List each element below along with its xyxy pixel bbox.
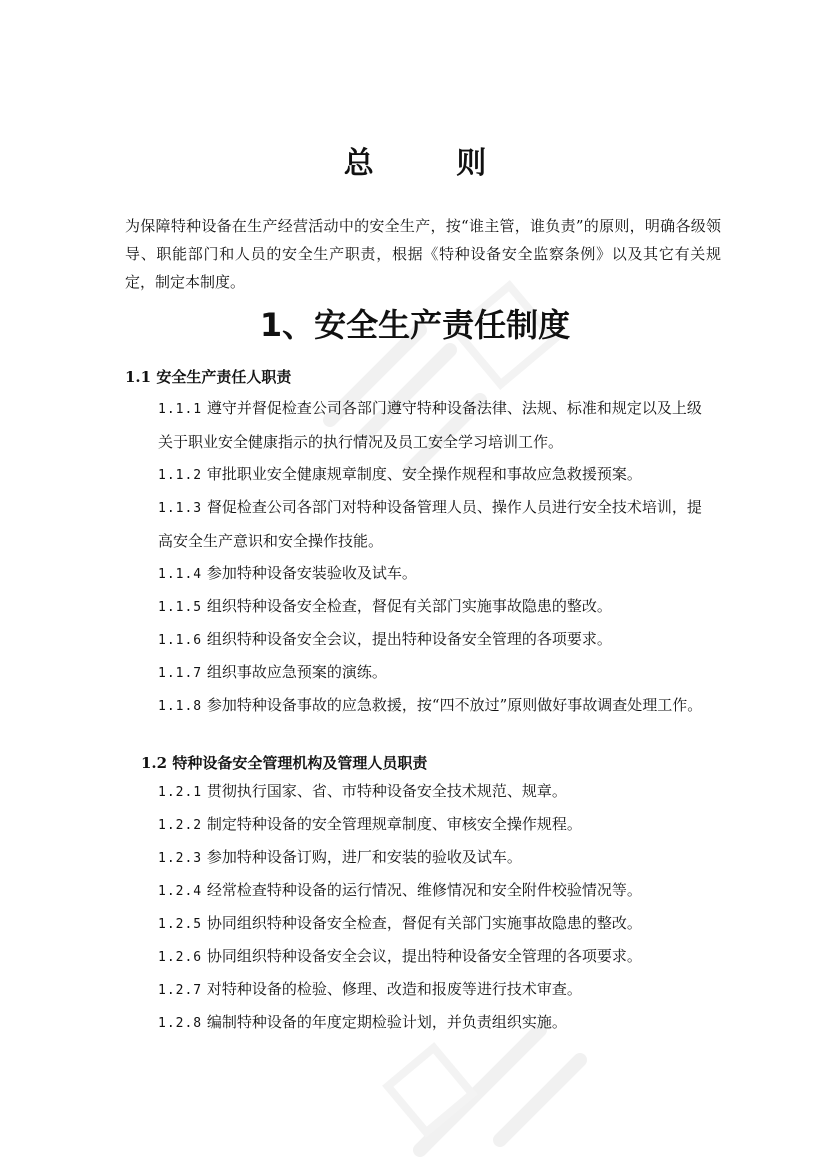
item-text: 参加特种设备事故的应急救援，按“四不放过”原则做好事故调查处理工作。 — [206, 696, 703, 714]
item-number: 1.1.8 — [158, 699, 203, 714]
list-item — [158, 656, 708, 690]
item-number: 1.2.6 — [158, 950, 203, 965]
item-text: 经常检查特种设备的运行情况、维修情况和安全附件校验情况等。 — [206, 881, 642, 899]
list-item — [158, 874, 708, 908]
item-text: 组织特种设备安全会议，提出特种设备安全管理的各项要求。 — [206, 630, 612, 648]
list-item — [158, 973, 708, 1007]
item-number: 1.1.5 — [158, 600, 203, 615]
list-item — [158, 907, 708, 941]
list-item — [140, 689, 708, 723]
list-item — [158, 1006, 708, 1040]
item-number: 1.2.8 — [158, 1016, 203, 1031]
item-text: 编制特种设备的年度定期检验计划，并负责组织实施。 — [206, 1013, 567, 1031]
list-item — [158, 491, 708, 558]
list-item — [158, 392, 708, 459]
item-number: 1.2.3 — [158, 851, 203, 866]
item-number: 1.2.7 — [158, 983, 203, 998]
item-text: 参加特种设备安装验收及试车。 — [206, 564, 417, 582]
item-number: 1.2.5 — [158, 917, 203, 932]
item-text: 审批职业安全健康规章制度、安全操作规程和事故应急救援预案。 — [206, 465, 642, 483]
item-text: 贯彻执行国家、省、市特种设备安全技术规范、规章。 — [206, 782, 567, 800]
list-item — [158, 940, 708, 974]
list-item — [158, 458, 708, 492]
item-number: 1.1.6 — [158, 633, 203, 648]
subsection-heading-1-1: 1.1 安全生产责任人职责 — [125, 368, 292, 386]
list-item — [158, 590, 708, 624]
item-number: 1.2.4 — [158, 884, 203, 899]
item-number: 1.1.3 — [158, 501, 203, 516]
list-item — [158, 557, 708, 591]
item-text: 参加特种设备订购，进厂和安装的验收及试车。 — [206, 848, 522, 866]
list-item — [158, 775, 708, 809]
item-text: 组织特种设备安全检查，督促有关部门实施事故隐患的整改。 — [206, 597, 612, 615]
section-title: 1、安全生产责任制度 — [259, 306, 571, 344]
item-text: 制定特种设备的安全管理规章制度、审核安全操作规程。 — [206, 815, 582, 833]
list-item — [158, 841, 708, 875]
page-title: 总 则 — [343, 146, 523, 181]
item-number: 1.2.1 — [158, 785, 203, 800]
item-text: 对特种设备的检验、修理、改造和报废等进行技术审查。 — [206, 980, 582, 998]
item-text: 督促检查公司各部门对特种设备管理人员、操作人员进行安全技术培训，提高安全生产意识和安全操作技能。 — [158, 498, 702, 550]
item-number: 1.2.2 — [158, 818, 203, 833]
item-number: 1.1.2 — [158, 468, 203, 483]
item-text: 组织事故应急预案的演练。 — [206, 663, 387, 681]
item-number: 1.1.7 — [158, 666, 203, 681]
item-text: 协同组织特种设备安全检查，督促有关部门实施事故隐患的整改。 — [206, 914, 642, 932]
list-item — [158, 623, 708, 657]
item-number: 1.1.4 — [158, 567, 203, 582]
item-number: 1.1.1 — [158, 402, 203, 417]
item-text: 协同组织特种设备安全会议，提出特种设备安全管理的各项要求。 — [206, 947, 642, 965]
item-text: 遵守并督促检查公司各部门遵守特种设备法律、法规、标准和规定以及上级关于职业安全健康指示的执行情况及员工安全学习培训工作。 — [158, 399, 702, 451]
subsection-heading-1-2: 1.2 特种设备安全管理机构及管理人员职责 — [141, 754, 428, 772]
intro-paragraph: 为保障特种设备在生产经营活动中的安全生产，按“谁主管，谁负责”的原则，明确各级领导、职能部门和人员的安全生产职责，根据《特种设备安全监察条例》以及其它有关规定，制定本制度。 — [125, 217, 721, 291]
list-item — [158, 808, 708, 842]
